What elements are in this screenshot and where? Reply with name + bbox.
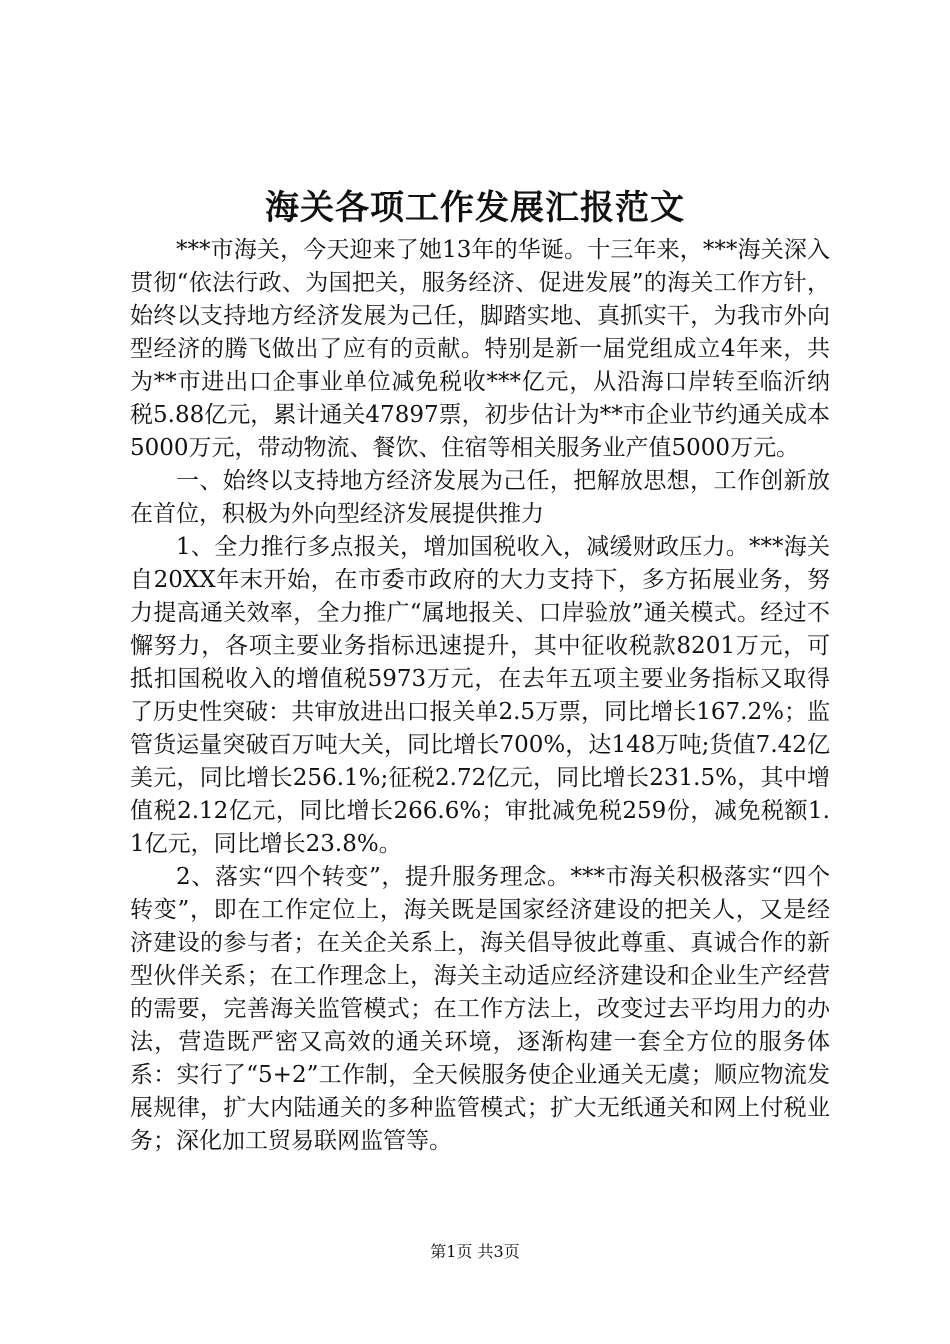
paragraph-item-two: 2、落实“四个转变”，提升服务理念。***市海关积极落实“四个转变”，即在工作定位上，海关既是国家经济建设的把关人，又是经济建设的参与者；在关企关系上，海关倡导彼此尊重、真诚合作的新型伙伴关系；在工作理念上，海关主动适应经济建设和企业生产经营的需要，完善海关监管模式；在工作方法上，改变过去平均用力的办法，营造既严密又高效的通关环境，逐渐构建一套全方位的服务体系：实行了“5+2”工作制，全天候服务使企业通关无虞；顺应物流发展规律，扩大内陆通关的多种监管模式；扩大无纸通关和网上付税业务；深化加工贸易联网监管等。: [130, 864, 830, 1154]
page-number-footer: 第1页 共3页: [430, 1242, 520, 1261]
document-body: [130, 234, 830, 1158]
paragraph-item-one: 1、全力推行多点报关，增加国税收入，减缓财政压力。***海关自20XX年末开始，在市委市政府的大力支持下，多方拓展业务，努力提高通关效率，全力推广“属地报关、口岸验放”通关模式。经过不懈努力，各项主要业务指标迅速提升，其中征收税款8201万元，可抵扣国税收入的增值税5973万元，在去年五项主要业务指标又取得了历史性突破：共审放进出口报关单2.5万票，同比增长167.2%；监管货运量突破百万吨大关，同比增长700%，达148万吨;货值7.42亿美元，同比增长256.1%;征税2.72亿元，同比增长231.5%，其中增值税2.12亿元，同比增长266.6%；审批减免税259份，减免税额1.1亿元，同比增长23.8%。: [130, 534, 830, 857]
document-title: 海关各项工作发展汇报范文: [265, 188, 685, 228]
paragraph-section-one-heading: 一、始终以支持地方经济发展为己任，把解放思想，工作创新放在首位，积极为外向型经济发展提供推力: [130, 468, 830, 527]
paragraph-intro: ***市海关，今天迎来了她13年的华诞。十三年来，***海关深入贯彻“依法行政、为国把关，服务经济、促进发展”的海关工作方针，始终以支持地方经济发展为己任，脚踏实地、真抓实干，为我市外向型经济的腾飞做出了应有的贡献。特别是新一届党组成立4年来，共为**市进出口企事业单位减免税收***亿元，从沿海口岸转至临沂纳税5.88亿元，累计通关47897票，初步估计为**市企业节约通关成本5000万元，带动物流、餐饮、住宿等相关服务业产值5000万元。: [130, 237, 830, 461]
